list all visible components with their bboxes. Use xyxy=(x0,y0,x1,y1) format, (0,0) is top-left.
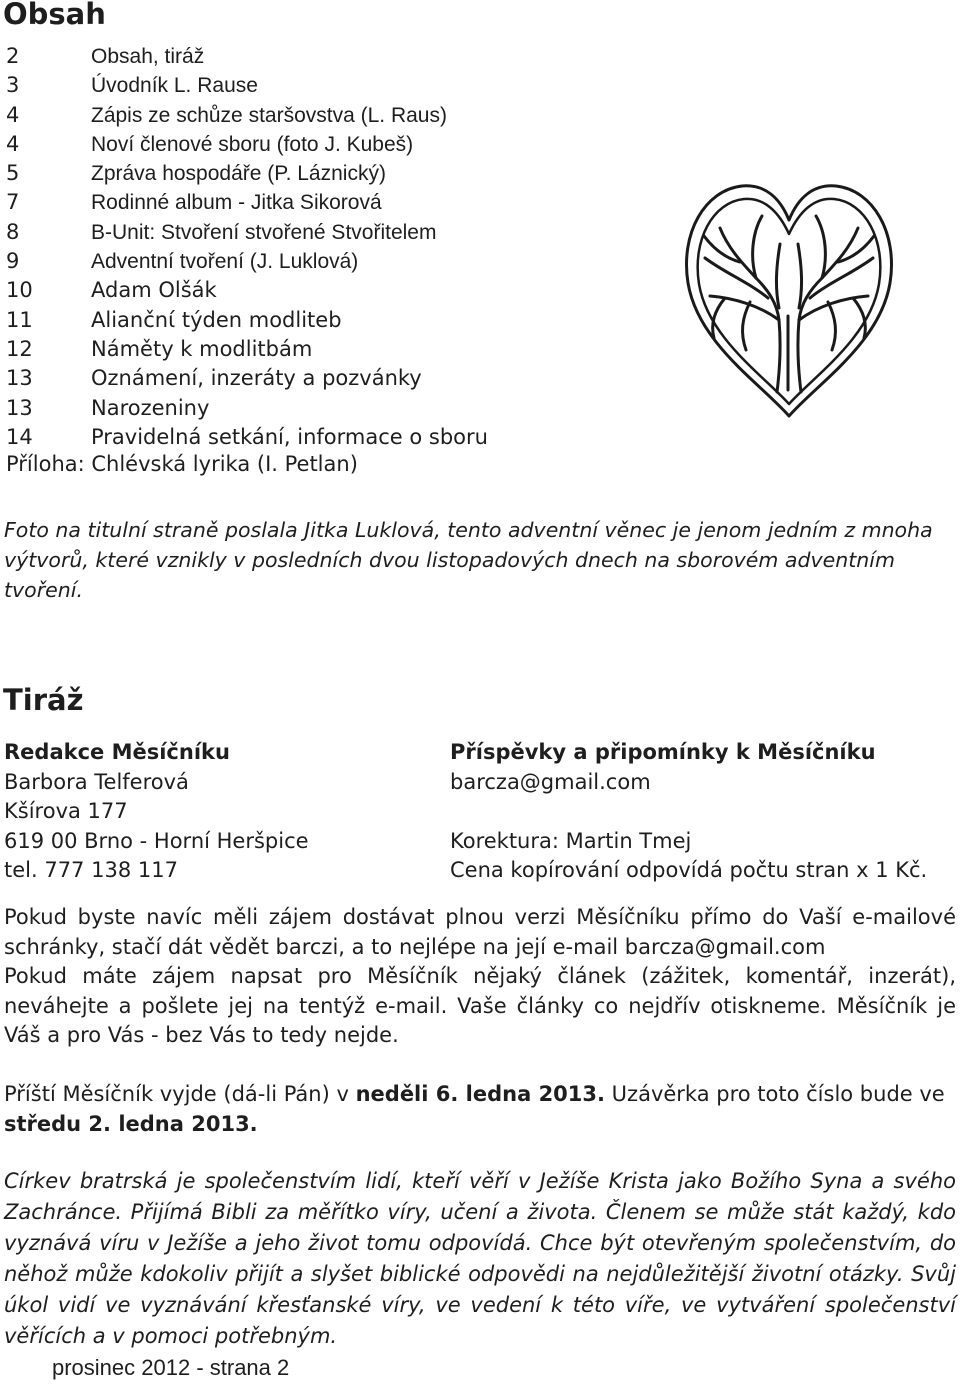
toc-entry-title: Narozeniny xyxy=(91,395,210,420)
toc-entry-title: Zápis ze schůze staršovstva (L. Raus) xyxy=(91,103,447,127)
toc-page-number: 7 xyxy=(6,190,20,215)
toc-entry-title: Rodinné album - Jitka Sikorová xyxy=(91,191,382,215)
next-issue-date: neděli 6. ledna 2013. xyxy=(355,1082,605,1106)
toc-page-number: 3 xyxy=(6,73,20,98)
contributions-heading: Příspěvky a připomínky k Měsíčníku xyxy=(450,740,876,764)
toc-entry-title: Náměty k modlitbám xyxy=(91,336,313,361)
toc-entry-title: Zpráva hospodáře (P. Láznický) xyxy=(91,162,386,186)
church-statement-paragraph: Církev bratrská je společenstvím lidí, kteří věří v Ježíše Krista jako Božího Syna a svého Zachránce. Přijímá Bibli za měřítko víry, učení a života. Členem se může stát každý, kdo vyznává víru v Ježíše a jeho život tomu odpovídá. Chce být otevřeným společenstvím, do něhož může kdokoliv přijít a slyšet biblické odpovědi na nejdůležitější životní otázky. Svůj úkol vidí ve vyznávání křesťanské víry, ve vedení k této víře, ve vytváření společenství věřících a v pomoci potřebným. xyxy=(4,1169,956,1348)
next-issue-text: Příští Měsíčník vyjde (dá-li Pán) v xyxy=(4,1082,356,1106)
toc-entry-title: Aliančnί týden modliteb xyxy=(91,307,342,332)
toc-entry-title: Pravidelná setkání, informace o sboru xyxy=(91,424,488,449)
editor-street: Kšírova 177 xyxy=(4,799,128,823)
toc-page-number: 5 xyxy=(6,161,20,186)
next-issue-paragraph xyxy=(4,1080,956,1139)
toc-page-number: 14 xyxy=(6,424,33,449)
contributions-info xyxy=(450,738,927,886)
copy-price: Cena kopírování odpovídá počtu stran x 1 Kč. xyxy=(450,858,928,882)
editorial-contact xyxy=(4,738,309,886)
toc-page-number: 10 xyxy=(6,278,33,303)
cover-photo-caption: Foto na titulní straně poslala Jitka Luklová, tento adventní věnec je jenom jedním z mnoha výtvorů, které vznikly v posledních dvou listopadových dnech na sborovém adventním tvoření. xyxy=(4,518,933,602)
editor-city: 619 00 Brno - Horní Heršpice xyxy=(4,828,309,853)
editorial-heading: Redakce Měsíčníku xyxy=(4,740,230,764)
toc-appendix: Příloha: Chlévská lyrika (I. Petlan) xyxy=(6,452,358,476)
toc-page-number: 4 xyxy=(6,102,20,127)
toc-page-number: 13 xyxy=(6,395,33,420)
toc-page-number: 9 xyxy=(6,249,20,274)
tree-heart-illustration xyxy=(680,178,898,420)
imprint-title: Tiráž xyxy=(3,683,84,717)
toc-page-number: 12 xyxy=(6,336,33,361)
email-subscription-paragraph: Pokud byste navíc měli zájem dostávat plnou verzi Měsíčníku přímo do Vaší e-mailové schránky, stačí dát vědět barczi, a to nejlépe na její e-mail barcza@gmail.com xyxy=(4,905,956,959)
editor-phone: tel. 777 138 117 xyxy=(4,858,178,882)
editor-name: Barbora Telferová xyxy=(4,769,189,794)
toc-page-number: 13 xyxy=(6,366,33,391)
toc-entry-title: Obsah, tiráž xyxy=(91,45,205,68)
page-footer: prosinec 2012 - strana 2 xyxy=(52,1355,290,1380)
deadline-text: Uzávěrka pro toto číslo bude ve xyxy=(605,1082,945,1106)
toc-entry-title: B-Unit: Stvoření stvořené Stvořitelem xyxy=(91,220,437,244)
page-title: Obsah xyxy=(3,0,106,31)
contributions-email: barcza@gmail.com xyxy=(450,769,651,794)
toc-page-number: 8 xyxy=(6,219,20,244)
toc-entry-title: Adventní tvoření (J. Luklová) xyxy=(91,250,359,274)
toc-entry-title: Úvodník L. Rause xyxy=(91,74,258,98)
toc-page-number: 2 xyxy=(6,44,20,68)
deadline-date: středu 2. ledna 2013. xyxy=(4,1111,258,1136)
toc-entry-title: Noví členové sboru (foto J. Kubeš) xyxy=(91,132,414,156)
toc-entry-title: Oznámení, inzeráty a pozvánky xyxy=(91,366,422,391)
toc-page-number: 4 xyxy=(6,131,20,156)
toc-entry-title: Adam Olšák xyxy=(91,278,217,303)
proofreading-credit: Korektura: Martin Tmej xyxy=(450,828,692,853)
article-submission-paragraph: Pokud máte zájem napsat pro Měsíčník nějaký článek (zážitek, komentář, inzerát), neváhejte a pošlete jej na tentýž e-mail. Vaše články co nejdřív otiskneme. Měsíčník je Váš a pro Vás - bez Vás to tedy nejde. xyxy=(4,964,956,1047)
toc-page-number: 11 xyxy=(6,307,33,332)
